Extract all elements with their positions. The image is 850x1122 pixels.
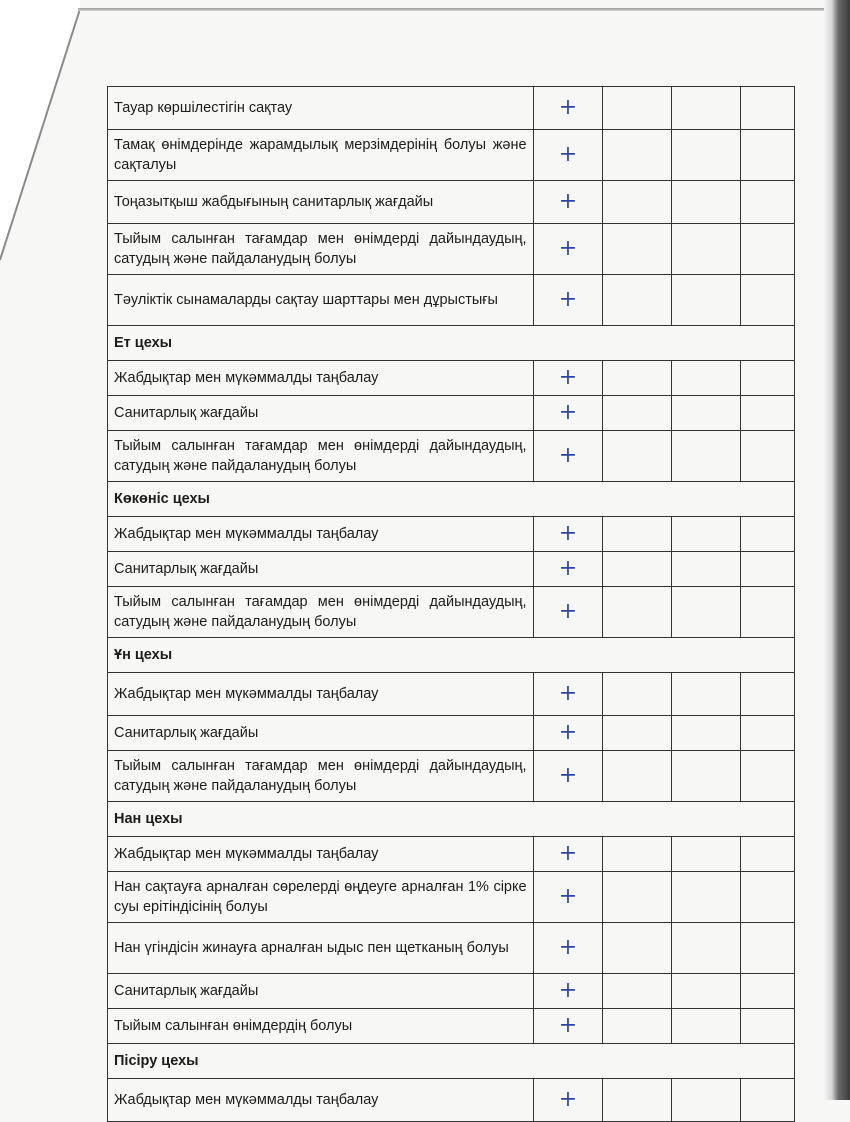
scan-shadow-left [0, 0, 80, 1100]
empty-cell [741, 974, 795, 1009]
item-text: Тыйым салынған тағамдар мен өнімдерді дайындаудың, сатудың және пайдаланудың болуы [108, 431, 534, 482]
item-text: Нан үгіндісін жинауға арналған ыдыс пен щетканың болуы [108, 923, 534, 974]
handwritten-mark: + [533, 396, 603, 431]
scan-shadow-right [824, 0, 850, 1100]
empty-cell [741, 224, 795, 275]
empty-cell [603, 751, 672, 802]
handwritten-mark: + [533, 673, 603, 716]
item-text: Жабдықтар мен мүкәммалды таңбалау [108, 517, 534, 552]
item-text: Тыйым салынған тағамдар мен өнімдерді дайындаудың, сатудың және пайдаланудың болуы [108, 751, 534, 802]
table-row [108, 872, 795, 923]
empty-cell [672, 1009, 741, 1044]
empty-cell [741, 130, 795, 181]
table-row [108, 181, 795, 224]
item-text: Жабдықтар мен мүкәммалды таңбалау [108, 1079, 534, 1122]
empty-cell [603, 587, 672, 638]
item-text: Тыйым салынған тағамдар мен өнімдерді дайындаудың, сатудың және пайдаланудың болуы [108, 224, 534, 275]
empty-cell [741, 361, 795, 396]
item-text: Тамақ өнімдерінде жарамдылық мерзімдерінің болуы және сақталуы [108, 130, 534, 181]
table-row [108, 130, 795, 181]
empty-cell [672, 587, 741, 638]
empty-cell [603, 275, 672, 326]
empty-cell [603, 517, 672, 552]
handwritten-mark: + [533, 87, 603, 130]
empty-cell [741, 396, 795, 431]
item-text: Санитарлық жағдайы [108, 716, 534, 751]
empty-cell [672, 552, 741, 587]
empty-cell [741, 872, 795, 923]
empty-cell [603, 87, 672, 130]
handwritten-mark: + [533, 716, 603, 751]
empty-cell [741, 673, 795, 716]
handwritten-mark: + [533, 361, 603, 396]
empty-cell [672, 130, 741, 181]
section-title: Ет цехы [108, 326, 795, 361]
section-row [108, 482, 795, 517]
handwritten-mark: + [533, 923, 603, 974]
empty-cell [672, 923, 741, 974]
empty-cell [741, 751, 795, 802]
empty-cell [672, 974, 741, 1009]
handwritten-mark: + [533, 517, 603, 552]
table-row [108, 974, 795, 1009]
handwritten-mark: + [533, 837, 603, 872]
empty-cell [672, 181, 741, 224]
table-row [108, 552, 795, 587]
empty-cell [603, 224, 672, 275]
handwritten-mark: + [533, 275, 603, 326]
empty-cell [603, 181, 672, 224]
table-row [108, 716, 795, 751]
handwritten-mark: + [533, 181, 603, 224]
empty-cell [603, 872, 672, 923]
handwritten-mark: + [533, 872, 603, 923]
empty-cell [672, 716, 741, 751]
section-title: Нан цехы [108, 802, 795, 837]
empty-cell [672, 275, 741, 326]
empty-cell [603, 1009, 672, 1044]
item-text: Жабдықтар мен мүкәммалды таңбалау [108, 837, 534, 872]
empty-cell [741, 923, 795, 974]
item-text: Нан сақтауға арналған сөрелерді өңдеуге арналған 1% сірке суы ерітіндісінің болуы [108, 872, 534, 923]
empty-cell [741, 1009, 795, 1044]
section-title: Көкөніс цехы [108, 482, 795, 517]
empty-cell [672, 517, 741, 552]
handwritten-mark: + [533, 130, 603, 181]
table-row [108, 517, 795, 552]
empty-cell [741, 716, 795, 751]
table-row [108, 87, 795, 130]
empty-cell [672, 872, 741, 923]
table-row [108, 751, 795, 802]
table-row [108, 275, 795, 326]
empty-cell [603, 552, 672, 587]
section-row [108, 802, 795, 837]
empty-cell [603, 837, 672, 872]
handwritten-mark: + [533, 552, 603, 587]
empty-cell [741, 1079, 795, 1122]
empty-cell [672, 87, 741, 130]
handwritten-mark: + [533, 431, 603, 482]
item-text: Жабдықтар мен мүкәммалды таңбалау [108, 361, 534, 396]
table-row [108, 224, 795, 275]
empty-cell [741, 517, 795, 552]
empty-cell [603, 716, 672, 751]
handwritten-mark: + [533, 1079, 603, 1122]
empty-cell [741, 552, 795, 587]
table-row [108, 1009, 795, 1044]
section-row [108, 326, 795, 361]
empty-cell [672, 431, 741, 482]
handwritten-mark: + [533, 751, 603, 802]
section-title: Пісіру цехы [108, 1044, 795, 1079]
item-text: Санитарлық жағдайы [108, 396, 534, 431]
item-text: Тыйым салынған тағамдар мен өнімдерді дайындаудың, сатудың және пайдаланудың болуы [108, 587, 534, 638]
table-row [108, 587, 795, 638]
empty-cell [672, 396, 741, 431]
item-text: Жабдықтар мен мүкәммалды таңбалау [108, 673, 534, 716]
section-row [108, 638, 795, 673]
empty-cell [603, 431, 672, 482]
empty-cell [672, 224, 741, 275]
table-row [108, 673, 795, 716]
empty-cell [672, 751, 741, 802]
empty-cell [603, 974, 672, 1009]
empty-cell [672, 1079, 741, 1122]
empty-cell [603, 361, 672, 396]
checklist-table [107, 86, 795, 1122]
handwritten-mark: + [533, 224, 603, 275]
empty-cell [672, 837, 741, 872]
item-text: Санитарлық жағдайы [108, 974, 534, 1009]
empty-cell [603, 1079, 672, 1122]
empty-cell [603, 923, 672, 974]
empty-cell [603, 396, 672, 431]
item-text: Тәуліктік сынамаларды сақтау шарттары мен дұрыстығы [108, 275, 534, 326]
page-top-edge [78, 8, 828, 11]
empty-cell [603, 673, 672, 716]
empty-cell [741, 87, 795, 130]
empty-cell [741, 181, 795, 224]
empty-cell [741, 587, 795, 638]
item-text: Санитарлық жағдайы [108, 552, 534, 587]
item-text: Тоңазытқыш жабдығының санитарлық жағдайы [108, 181, 534, 224]
section-title: Ұн цехы [108, 638, 795, 673]
table-row [108, 837, 795, 872]
table-row [108, 923, 795, 974]
table-row [108, 396, 795, 431]
handwritten-mark: + [533, 1009, 603, 1044]
empty-cell [741, 837, 795, 872]
empty-cell [672, 673, 741, 716]
empty-cell [672, 361, 741, 396]
empty-cell [741, 275, 795, 326]
empty-cell [741, 431, 795, 482]
handwritten-mark: + [533, 974, 603, 1009]
section-row [108, 1044, 795, 1079]
item-text: Тыйым салынған өнімдердің болуы [108, 1009, 534, 1044]
table-row [108, 431, 795, 482]
item-text: Тауар көршілестігін сақтау [108, 87, 534, 130]
handwritten-mark: + [533, 587, 603, 638]
table-row [108, 361, 795, 396]
table-row [108, 1079, 795, 1122]
empty-cell [603, 130, 672, 181]
